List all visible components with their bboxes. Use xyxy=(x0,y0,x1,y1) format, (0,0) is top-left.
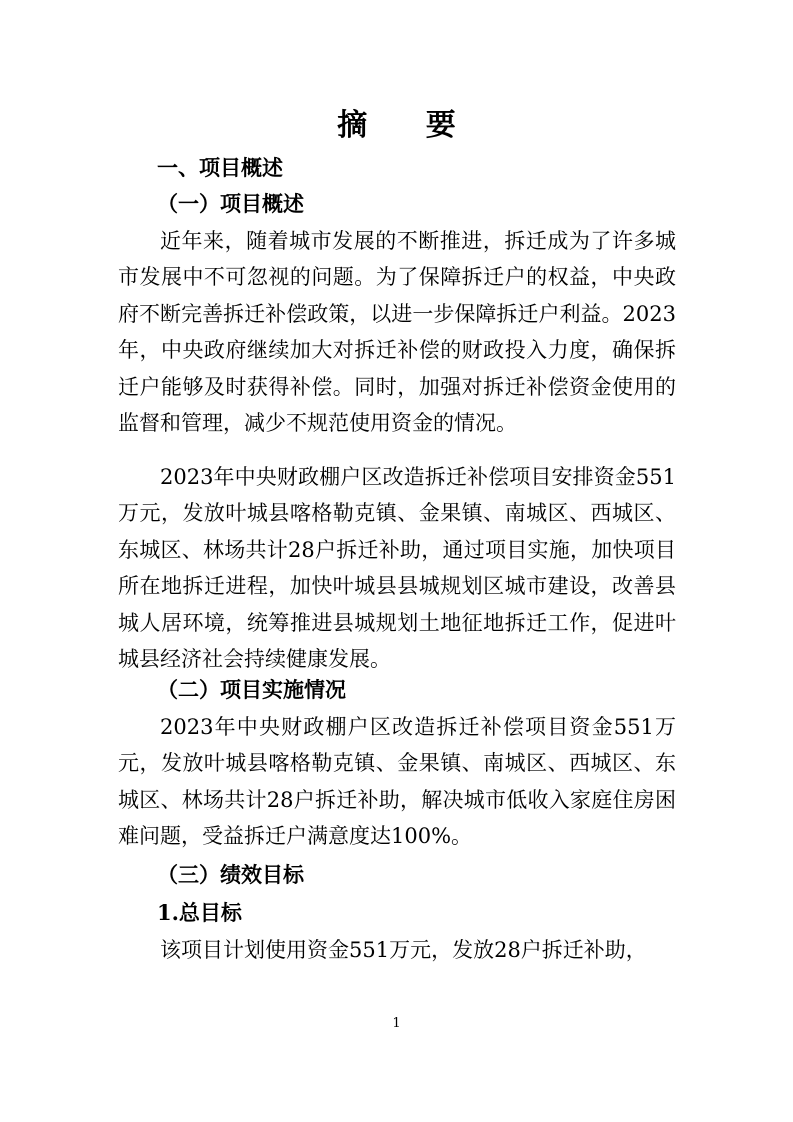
item-heading-overall-goal: 1.总目标 xyxy=(157,900,242,925)
subsection-heading-overview: （一）项目概述 xyxy=(157,191,304,216)
paragraph-implementation: 2023年中央财政棚户区改造拆迁补偿项目资金551万元，发放叶城县喀格勒克镇、金果镇、南城区、西城区、东城区、林场共计28户拆迁补助，解决城市低收入家庭住房困难问题，受益拆迁户满意度达100%。 xyxy=(118,715,676,849)
paragraph-overall-goal: 该项目计划使用资金551万元，发放28户拆迁补助， xyxy=(160,938,647,962)
section-heading-project-overview: 一、项目概述 xyxy=(157,156,283,180)
paragraph-project-funding: 2023年中央财政棚户区改造拆迁补偿项目安排资金551万元，发放叶城县喀格勒克镇、金果镇、南城区、西城区、东城区、林场共计28户拆迁补助，通过项目实施，加快项目所在地拆迁进程，加快叶城县县城规划区城市建设，改善县城人居环境，统筹推进县城规划土地征地拆迁工作，促进叶城县经济社会持续健康发展。 xyxy=(118,465,676,672)
subsection-heading-implementation: （二）项目实施情况 xyxy=(157,677,346,702)
subsection-heading-performance-goals: （三）绩效目标 xyxy=(157,862,304,887)
page-number: 1 xyxy=(392,1016,401,1031)
page-title: 摘 要 xyxy=(337,108,480,143)
paragraph-background: 近年来，随着城市发展的不断推进，拆迁成为了许多城市发展中不可忽视的问题。为了保障拆迁户的权益，中央政府不断完善拆迁补偿政策，以进一步保障拆迁户利益。2023年，中央政府继续加大对拆迁补偿的财政投入力度，确保拆迁户能够及时获得补偿。同时，加强对拆迁补偿资金使用的监督和管理，减少不规范使用资金的情况。 xyxy=(118,229,676,436)
